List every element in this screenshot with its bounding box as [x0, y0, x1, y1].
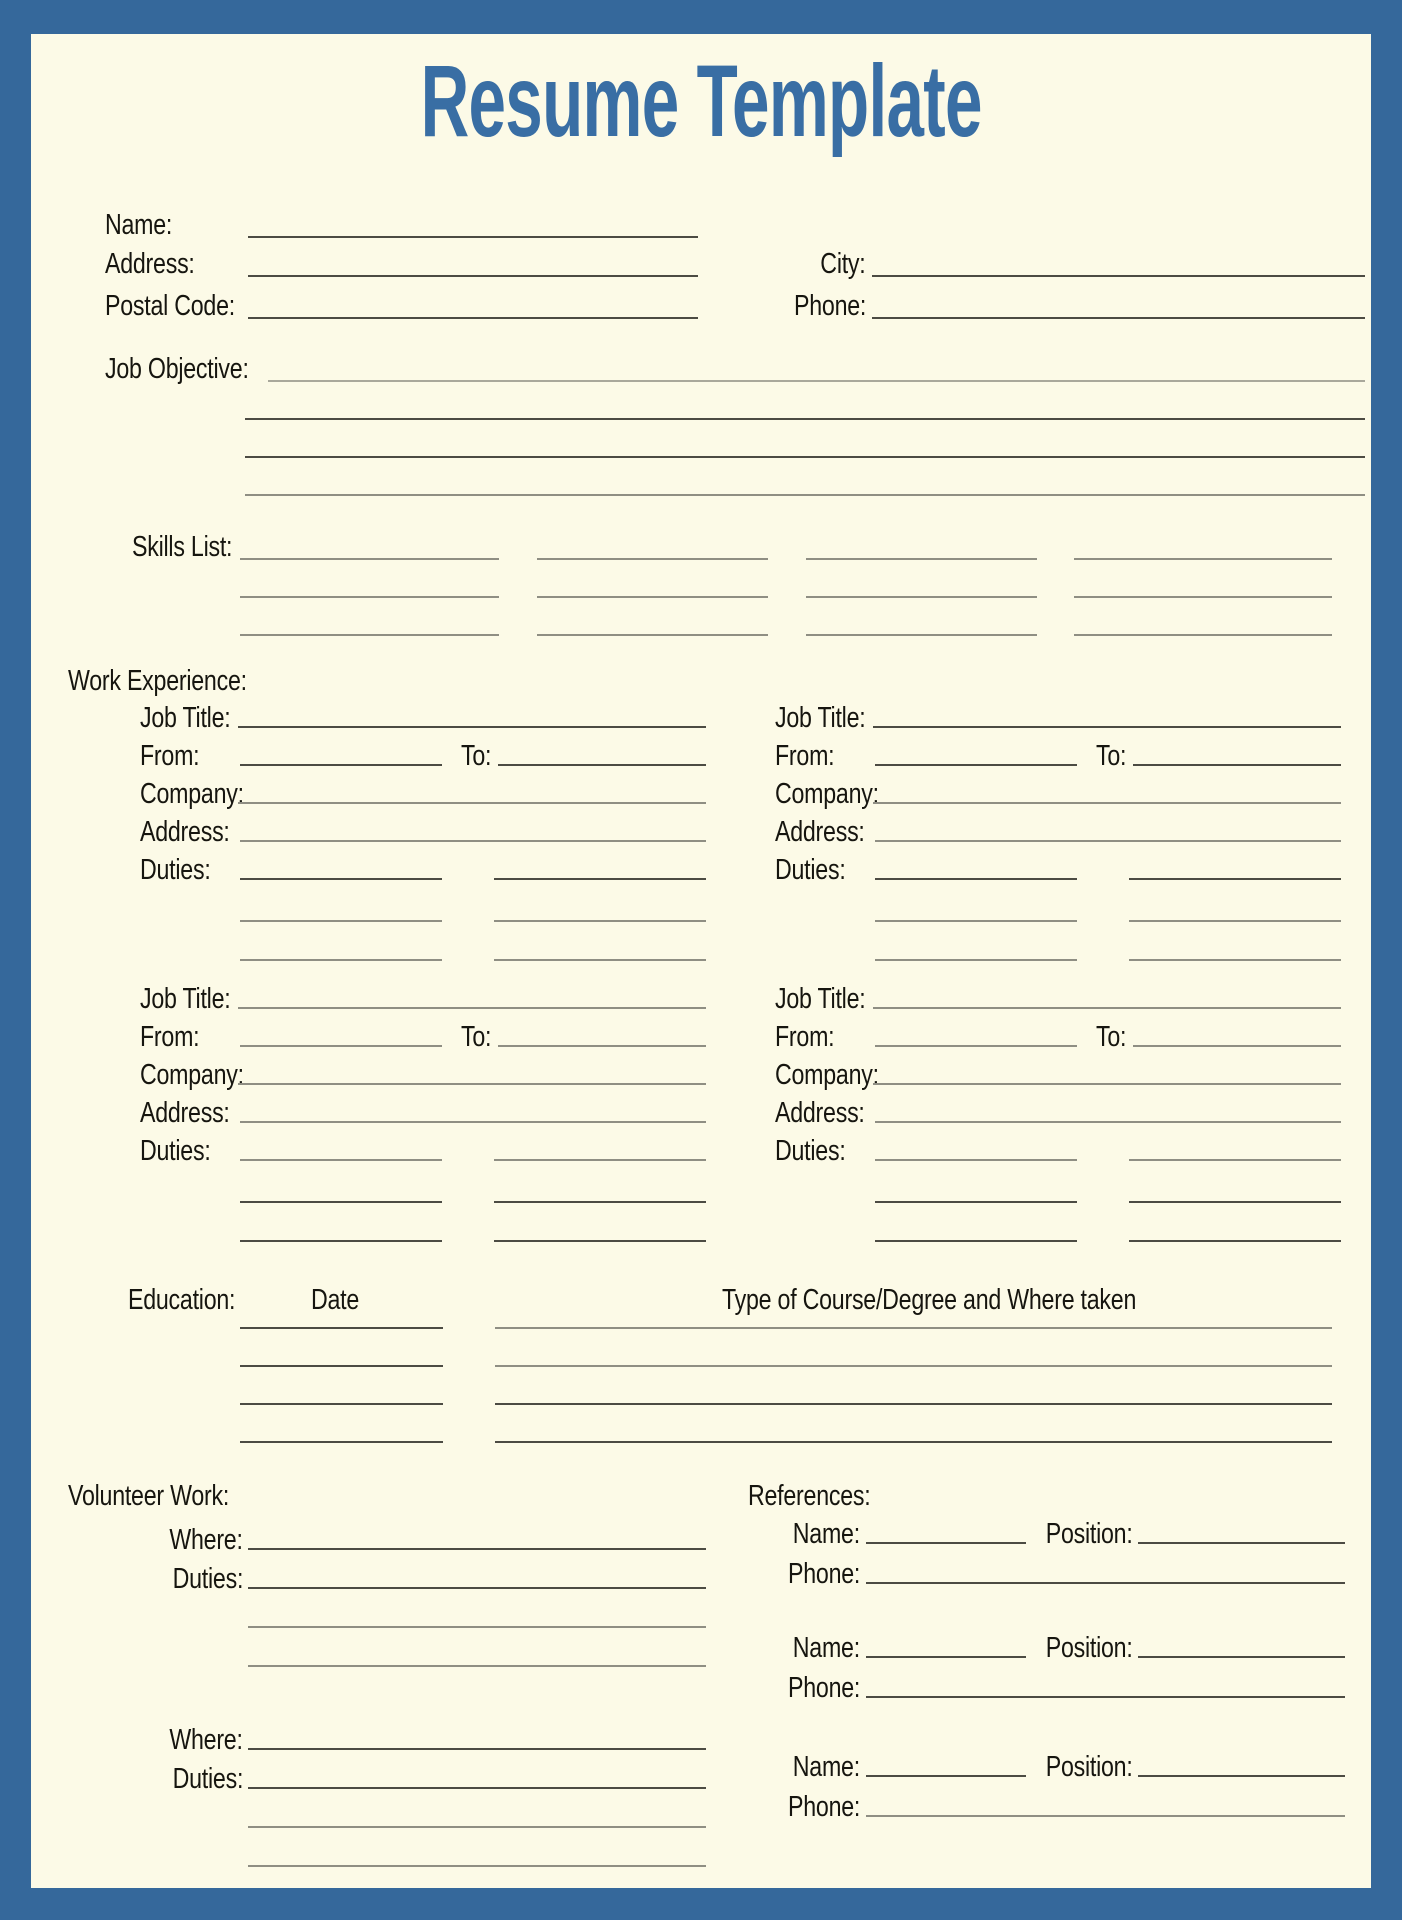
- skills-line[interactable]: [240, 634, 499, 636]
- postal-code-label: Postal Code:: [105, 290, 235, 322]
- volunteer-duties-line[interactable]: [248, 1826, 706, 1828]
- duties-line[interactable]: [875, 1240, 1077, 1242]
- reference-name-label: Name:: [792, 1632, 860, 1664]
- reference-position-line[interactable]: [1138, 1542, 1345, 1544]
- education-date-line[interactable]: [240, 1403, 443, 1405]
- job-title-label: Job Title:: [140, 983, 231, 1015]
- from-field-line[interactable]: [240, 764, 442, 766]
- company-field-line[interactable]: [238, 1083, 706, 1085]
- volunteer-duties-line[interactable]: [248, 1865, 706, 1867]
- reference-name-line[interactable]: [866, 1656, 1026, 1658]
- address-label: Address:: [105, 248, 195, 280]
- address-label: Address:: [140, 816, 230, 848]
- to-label: To:: [1096, 740, 1127, 772]
- skills-line[interactable]: [806, 634, 1037, 636]
- education-label: Education:: [128, 1284, 236, 1316]
- city-label: City:: [820, 248, 866, 280]
- from-label: From:: [775, 740, 835, 772]
- reference-phone-line[interactable]: [866, 1696, 1345, 1698]
- duties-line[interactable]: [240, 1240, 442, 1242]
- duties-line[interactable]: [240, 920, 442, 922]
- duties-label: Duties:: [140, 1135, 211, 1167]
- to-label: To:: [461, 740, 492, 772]
- duties-line[interactable]: [494, 959, 706, 961]
- address-field-line[interactable]: [875, 840, 1341, 842]
- skills-line[interactable]: [240, 558, 499, 560]
- job-objective-line[interactable]: [245, 494, 1365, 496]
- education-date-line[interactable]: [240, 1327, 443, 1329]
- volunteer-where-label: Where:: [169, 1724, 243, 1756]
- job-objective-label: Job Objective:: [105, 353, 249, 385]
- job-title-field-line[interactable]: [873, 726, 1341, 728]
- duties-line[interactable]: [875, 1201, 1077, 1203]
- duties-line[interactable]: [1129, 1159, 1341, 1161]
- address-field-line[interactable]: [248, 275, 698, 277]
- skills-line[interactable]: [1074, 558, 1332, 560]
- volunteer-duties-label: Duties:: [172, 1563, 243, 1595]
- reference-name-line[interactable]: [866, 1775, 1026, 1777]
- name-field-line[interactable]: [248, 236, 698, 238]
- from-label: From:: [140, 1021, 200, 1053]
- skills-line[interactable]: [240, 596, 499, 598]
- skills-list-label: Skills List:: [132, 531, 233, 563]
- company-field-line[interactable]: [238, 802, 706, 804]
- duties-line[interactable]: [875, 878, 1077, 880]
- job-objective-line[interactable]: [268, 380, 1365, 382]
- job-title-label: Job Title:: [775, 983, 866, 1015]
- education-date-line[interactable]: [240, 1441, 443, 1443]
- reference-position-label: Position:: [1046, 1632, 1133, 1664]
- volunteer-where-line[interactable]: [248, 1548, 706, 1550]
- duties-line[interactable]: [875, 959, 1077, 961]
- company-label: Company:: [775, 778, 879, 810]
- duties-line[interactable]: [1129, 920, 1341, 922]
- city-field-line[interactable]: [872, 275, 1365, 277]
- company-field-line[interactable]: [873, 1083, 1341, 1085]
- duties-line[interactable]: [875, 920, 1077, 922]
- education-course-header: Type of Course/Degree and Where taken: [722, 1284, 1137, 1316]
- address-field-line[interactable]: [875, 1121, 1341, 1123]
- duties-line[interactable]: [1129, 1240, 1341, 1242]
- reference-position-line[interactable]: [1138, 1775, 1345, 1777]
- job-title-label: Job Title:: [140, 702, 231, 734]
- reference-phone-line[interactable]: [866, 1582, 1345, 1584]
- to-label: To:: [1096, 1021, 1127, 1053]
- volunteer-duties-line[interactable]: [248, 1626, 706, 1628]
- education-date-line[interactable]: [240, 1365, 443, 1367]
- reference-position-line[interactable]: [1138, 1656, 1345, 1658]
- company-label: Company:: [140, 1059, 244, 1091]
- education-date-header: Date: [311, 1284, 360, 1316]
- job-title-label: Job Title:: [775, 702, 866, 734]
- address-label: Address:: [775, 1097, 865, 1129]
- reference-position-label: Position:: [1046, 1518, 1133, 1550]
- from-field-line[interactable]: [240, 1045, 442, 1047]
- name-label: Name:: [105, 209, 173, 241]
- address-label: Address:: [775, 816, 865, 848]
- duties-line[interactable]: [494, 920, 706, 922]
- references-label: References:: [748, 1480, 871, 1512]
- reference-name-label: Name:: [792, 1751, 860, 1783]
- job-title-field-line[interactable]: [238, 726, 706, 728]
- duties-label: Duties:: [775, 1135, 846, 1167]
- from-label: From:: [140, 740, 200, 772]
- job-objective-line[interactable]: [245, 456, 1365, 458]
- company-field-line[interactable]: [873, 802, 1341, 804]
- duties-line[interactable]: [875, 1159, 1077, 1161]
- phone-label: Phone:: [793, 290, 866, 322]
- skills-line[interactable]: [1074, 596, 1332, 598]
- volunteer-where-line[interactable]: [248, 1748, 706, 1750]
- from-label: From:: [775, 1021, 835, 1053]
- reference-phone-label: Phone:: [787, 1672, 860, 1704]
- education-course-line[interactable]: [495, 1327, 1332, 1329]
- duties-line[interactable]: [1129, 1201, 1341, 1203]
- volunteer-duties-line[interactable]: [248, 1665, 706, 1667]
- reference-phone-label: Phone:: [787, 1558, 860, 1590]
- duties-label: Duties:: [140, 854, 211, 886]
- reference-phone-line[interactable]: [866, 1815, 1345, 1817]
- work-experience-label: Work Experience:: [68, 665, 247, 697]
- postal-code-field-line[interactable]: [248, 317, 698, 319]
- skills-line[interactable]: [537, 596, 768, 598]
- job-title-field-line[interactable]: [238, 1007, 706, 1009]
- duties-line[interactable]: [494, 878, 706, 880]
- education-course-line[interactable]: [495, 1403, 1332, 1405]
- phone-field-line[interactable]: [872, 317, 1365, 319]
- from-field-line[interactable]: [875, 764, 1077, 766]
- duties-line[interactable]: [240, 1159, 442, 1161]
- skills-line[interactable]: [806, 558, 1037, 560]
- address-field-line[interactable]: [240, 1121, 706, 1123]
- job-title-field-line[interactable]: [873, 1007, 1341, 1009]
- skills-line[interactable]: [537, 558, 768, 560]
- skills-line[interactable]: [1074, 634, 1332, 636]
- volunteer-work-label: Volunteer Work:: [68, 1480, 230, 1512]
- duties-line[interactable]: [240, 1201, 442, 1203]
- company-label: Company:: [775, 1059, 879, 1091]
- duties-line[interactable]: [240, 878, 442, 880]
- to-label: To:: [461, 1021, 492, 1053]
- company-label: Company:: [140, 778, 244, 810]
- address-field-line[interactable]: [240, 840, 706, 842]
- to-field-line[interactable]: [498, 764, 706, 766]
- skills-line[interactable]: [806, 596, 1037, 598]
- duties-label: Duties:: [775, 854, 846, 886]
- from-field-line[interactable]: [875, 1045, 1077, 1047]
- address-label: Address:: [140, 1097, 230, 1129]
- skills-line[interactable]: [537, 634, 768, 636]
- job-objective-line[interactable]: [245, 418, 1365, 420]
- education-course-line[interactable]: [495, 1365, 1332, 1367]
- duties-line[interactable]: [1129, 959, 1341, 961]
- to-field-line[interactable]: [498, 1045, 706, 1047]
- duties-line[interactable]: [240, 959, 442, 961]
- to-field-line[interactable]: [1133, 764, 1341, 766]
- volunteer-duties-label: Duties:: [172, 1763, 243, 1795]
- duties-line[interactable]: [494, 1159, 706, 1161]
- to-field-line[interactable]: [1133, 1045, 1341, 1047]
- education-course-line[interactable]: [495, 1441, 1332, 1443]
- volunteer-duties-line[interactable]: [248, 1787, 706, 1789]
- reference-name-line[interactable]: [866, 1542, 1026, 1544]
- duties-line[interactable]: [494, 1240, 706, 1242]
- duties-line[interactable]: [494, 1201, 706, 1203]
- reference-phone-label: Phone:: [787, 1791, 860, 1823]
- page-title-text: Resume Template: [420, 44, 982, 158]
- volunteer-where-label: Where:: [169, 1524, 243, 1556]
- volunteer-duties-line[interactable]: [248, 1587, 706, 1589]
- duties-line[interactable]: [1129, 878, 1341, 880]
- reference-name-label: Name:: [792, 1518, 860, 1550]
- page-title: [0, 44, 1402, 158]
- reference-position-label: Position:: [1046, 1751, 1133, 1783]
